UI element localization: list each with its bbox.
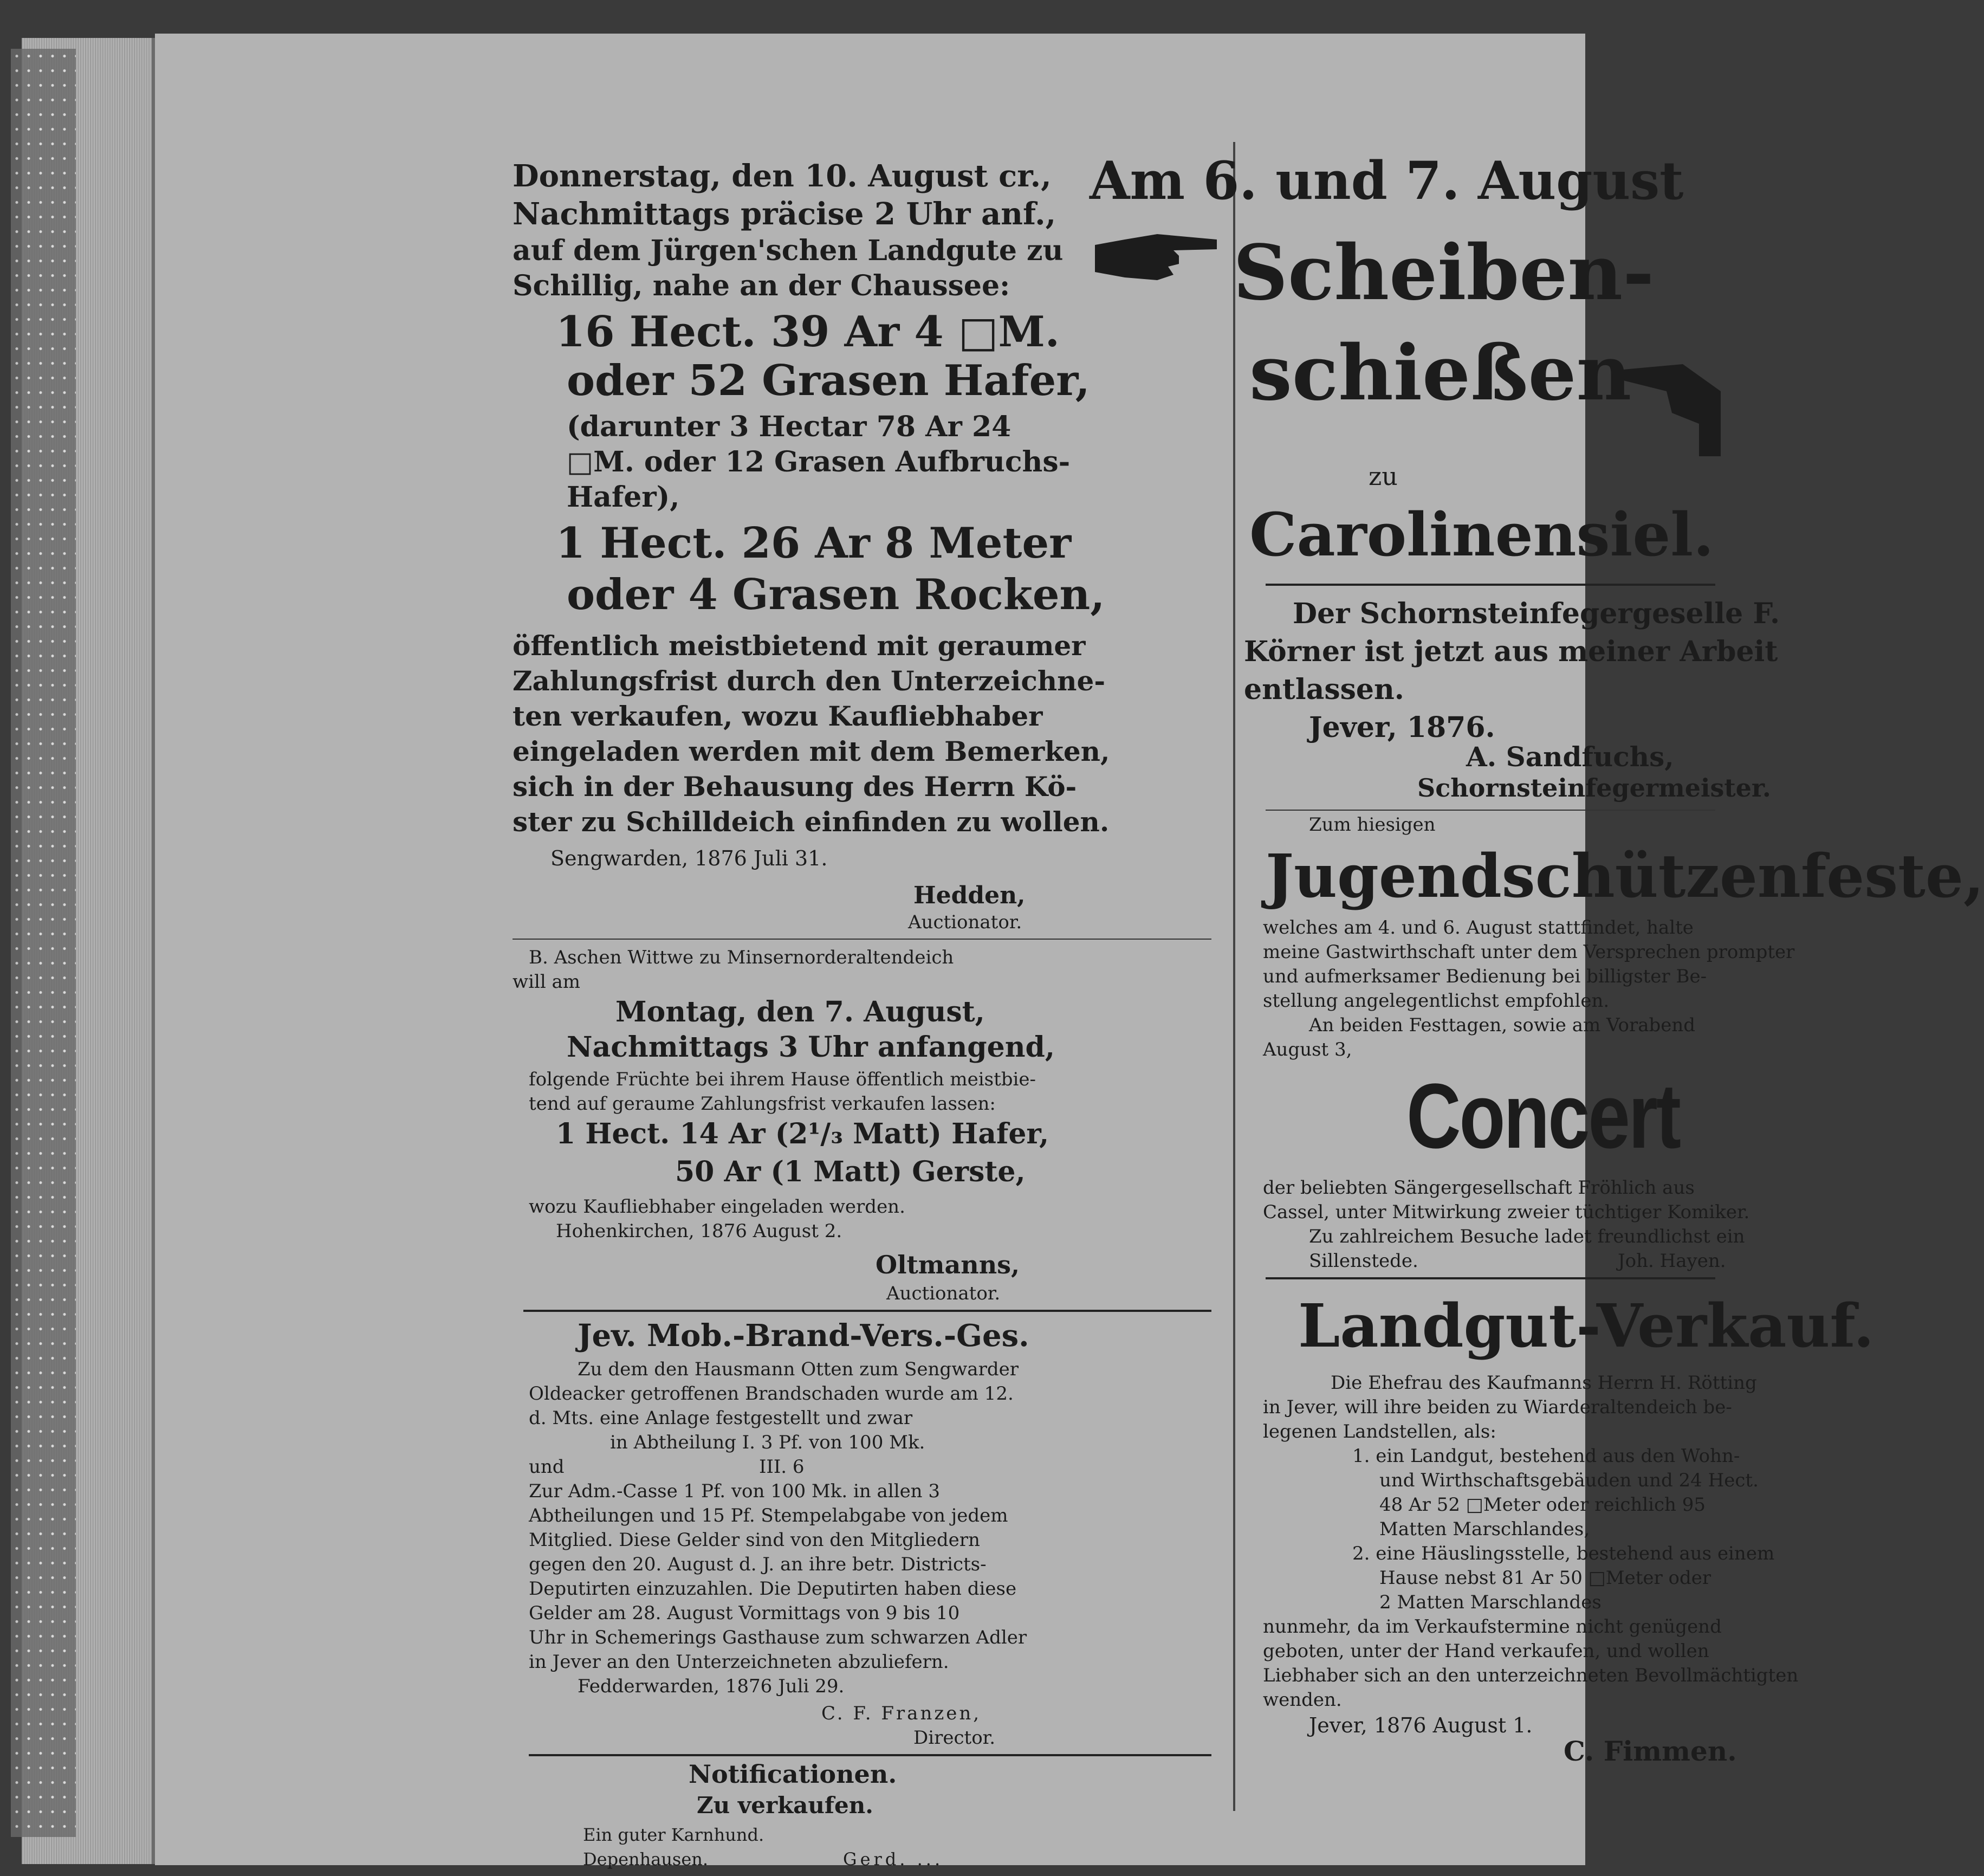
ad1-date: Sengwarden, 1876 Juli 31. xyxy=(550,846,828,870)
r-ad4-date: Jever, 1876 August 1. xyxy=(1309,1713,1533,1737)
ad3-line8: Mitglied. Diese Gelder sind von den Mitgliedern xyxy=(529,1529,980,1551)
r-ad3-line4: stellung angelegentlichst empfohlen. xyxy=(1263,990,1610,1012)
r-ad4-line14: wenden. xyxy=(1263,1689,1342,1711)
ad3-line10: Deputirten einzuzahlen. Die Deputirten haben diese xyxy=(529,1578,1017,1600)
r-ad3-line8: Cassel, unter Mitwirkung zweier tüchtiger Komiker. xyxy=(1263,1201,1750,1223)
ad2-name: Oltmanns, xyxy=(876,1250,1020,1279)
r-ad4-line12: geboten, unter der Hand verkaufen, und wollen xyxy=(1263,1640,1709,1662)
r-ad4-line1: Die Ehefrau des Kaufmanns Herrn H. Rötting xyxy=(1331,1372,1757,1394)
ad2-role: Auctionator. xyxy=(886,1283,1001,1304)
r-ad2-role: Schornsteinfegermeister. xyxy=(1417,773,1771,803)
r-ad3-line9: Zu zahlreichem Besuche ladet freundlichst ein xyxy=(1309,1226,1745,1247)
ad2-line8: 50 Ar (1 Matt) Gerste, xyxy=(675,1155,1026,1188)
r-ad3-line5: An beiden Festtagen, sowie am Vorabend xyxy=(1309,1014,1696,1036)
ad3-line13: in Jever an den Unterzeichneten abzuliefern. xyxy=(529,1651,949,1673)
ad3-line2: Oldeacker getroffenen Brandschaden wurde am 12. xyxy=(529,1383,1014,1405)
ad3-line4: in Abtheilung I. 3 Pf. von 100 Mk. xyxy=(610,1432,925,1453)
ad1-line3: auf dem Jürgen'schen Landgute zu xyxy=(513,234,1064,267)
ad3-line12: Uhr in Schemerings Gasthause zum schwarzen Adler xyxy=(529,1627,1027,1648)
ad3-date: Fedderwarden, 1876 Juli 29. xyxy=(578,1676,845,1697)
column-divider xyxy=(1233,142,1235,1811)
r-ad4-line11: nunmehr, da im Verkaufstermine nicht genügend xyxy=(1263,1616,1722,1638)
ad1-line10: ster zu Schilldeich einfinden zu wollen. xyxy=(513,806,1110,838)
r-ad4-line3: legenen Landstellen, als: xyxy=(1263,1421,1496,1442)
ad2-line3: Montag, den 7. August, xyxy=(615,995,985,1028)
r-ad4-line9: Hause nebst 81 Ar 50 □Meter oder xyxy=(1379,1567,1711,1589)
ad2-line4: Nachmittags 3 Uhr anfangend, xyxy=(567,1031,1055,1064)
ad2-line7: 1 Hect. 14 Ar (2¹/₃ Matt) Hafer, xyxy=(556,1117,1049,1150)
ad3-line9: gegen den 20. August d. J. an ihre betr. Districts- xyxy=(529,1554,987,1575)
ad4-title: Notificationen. xyxy=(689,1759,897,1789)
divider xyxy=(1266,810,1715,811)
ad2-line6: tend auf geraume Zahlungsfrist verkaufen lassen: xyxy=(529,1093,996,1115)
ad1-line6: Zahlungsfrist durch den Unterzeichne- xyxy=(513,665,1106,697)
divider xyxy=(513,939,1211,940)
r-ad4-line10: 2 Matten Marschlandes xyxy=(1379,1592,1602,1613)
r-ad3-line2: meine Gastwirthschaft unter dem Versprechen prompter xyxy=(1263,941,1795,963)
ad3-line6: Zur Adm.-Casse 1 Pf. von 100 Mk. in allen 3 xyxy=(529,1480,941,1502)
ad1-line9: sich in der Behausung des Herrn Kö- xyxy=(513,771,1077,803)
r-ad1-line5: Carolinensiel. xyxy=(1249,500,1714,570)
newspaper-page xyxy=(155,34,1984,1869)
r-ad3-line1: welches am 4. und 6. August stattfindet, halte xyxy=(1263,917,1694,939)
ad4-line2b: Gerd. ... xyxy=(843,1849,944,1869)
r-ad2-line1: Der Schornsteinfegergeselle F. xyxy=(1293,597,1780,630)
r-ad3-line10b: Joh. Hayen. xyxy=(1618,1250,1726,1272)
r-ad1-line3: schießen xyxy=(1249,329,1632,418)
ad3-line5a: und xyxy=(529,1456,565,1478)
r-ad4-name: C. Fimmen. xyxy=(1564,1735,1737,1767)
book-cover-edge xyxy=(11,49,76,1837)
ad3-title: Jev. Mob.-Brand-Vers.-Ges. xyxy=(578,1318,1029,1354)
r-ad2-date: Jever, 1876. xyxy=(1309,711,1495,744)
r-ad1-line4: zu xyxy=(1369,462,1398,491)
r-ad4-line5: und Wirthschaftsgebäuden und 24 Hect. xyxy=(1379,1470,1759,1491)
ad1-line1: Donnerstag, den 10. August cr., xyxy=(513,158,1052,194)
ad1-item1b: oder 52 Grasen Hafer, xyxy=(567,356,1090,405)
r-ad3-line0: Zum hiesigen xyxy=(1309,814,1436,836)
r-ad4-line4: 1. ein Landgut, bestehend aus den Wohn- xyxy=(1352,1445,1740,1467)
ad2-date: Hohenkirchen, 1876 August 2. xyxy=(556,1220,842,1242)
r-ad4-line7: Matten Marschlandes, xyxy=(1379,1518,1590,1540)
divider xyxy=(529,1754,1211,1756)
ad2-line9: wozu Kaufliebhaber eingeladen werden. xyxy=(529,1196,905,1218)
ad3-line11: Gelder am 28. August Vormittags von 9 bis 10 xyxy=(529,1602,960,1624)
r-ad3-concert: Concert xyxy=(1406,1065,1680,1168)
ad1-line8: eingeladen werden mit dem Bemerken, xyxy=(513,735,1110,767)
r-ad3-line6: August 3, xyxy=(1263,1039,1352,1060)
ad1-line2: Nachmittags präcise 2 Uhr anf., xyxy=(513,196,1056,232)
ad1-item1d: □M. oder 12 Grasen Aufbruchs- xyxy=(567,445,1071,478)
divider xyxy=(523,1310,1211,1312)
ad1-item1e: Hafer), xyxy=(567,481,680,514)
r-ad2-line3: entlassen. xyxy=(1244,673,1404,706)
r-ad4-line8: 2. eine Häuslingsstelle, bestehend aus einem xyxy=(1352,1543,1775,1564)
ad4-line1: Ein guter Karnhund. xyxy=(583,1825,764,1845)
divider xyxy=(1266,584,1715,586)
ad3-line1: Zu dem den Hausmann Otten zum Sengwarder xyxy=(578,1359,1019,1380)
r-ad4-title: Landgut-Verkauf. xyxy=(1298,1291,1875,1361)
r-ad2-name: A. Sandfuchs, xyxy=(1466,741,1674,773)
ad2-line2: will am xyxy=(513,971,581,993)
ad4-line2a: Depenhausen. xyxy=(583,1849,709,1869)
ad1-role: Auctionator. xyxy=(908,911,1022,933)
ad2-line1: B. Aschen Wittwe zu Minsernorderaltendeich xyxy=(529,947,954,968)
ad3-line7: Abtheilungen und 15 Pf. Stempelabgabe von jedem xyxy=(529,1505,1008,1526)
ad3-role: Director. xyxy=(913,1727,996,1749)
ad3-name: C. F. Franzen, xyxy=(821,1703,982,1724)
divider xyxy=(1266,1277,1715,1279)
r-ad3-line10a: Sillenstede. xyxy=(1309,1250,1418,1272)
ad1-line5: öffentlich meistbietend mit geraumer xyxy=(513,630,1086,662)
r-ad4-line2: in Jever, will ihre beiden zu Wiarderaltendeich be- xyxy=(1263,1396,1732,1418)
ad2-line5: folgende Früchte bei ihrem Hause öffentlich meistbie- xyxy=(529,1069,1036,1090)
ad1-item2b: oder 4 Grasen Rocken, xyxy=(567,570,1105,619)
ad1-name: Hedden, xyxy=(913,882,1026,909)
r-ad4-line13: Liebhaber sich an den unterzeichneten Bevollmächtigten xyxy=(1263,1665,1799,1686)
ad3-line5b: III. 6 xyxy=(759,1456,805,1478)
ad1-line7: ten verkaufen, wozu Kaufliebhaber xyxy=(513,700,1043,732)
ad3-line3: d. Mts. eine Anlage festgestellt und zwar xyxy=(529,1407,913,1429)
r-ad3-title: Jugendschützenfeste, xyxy=(1266,841,1984,911)
r-ad3-line3: und aufmerksamer Bedienung bei billigster Be- xyxy=(1263,966,1707,987)
ad1-item1a: 16 Hect. 39 Ar 4 □M. xyxy=(556,307,1060,357)
ad4-subtitle: Zu verkaufen. xyxy=(697,1792,873,1819)
r-ad3-line7: der beliebten Sängergesellschaft Fröhlich aus xyxy=(1263,1177,1695,1199)
ad1-item1c: (darunter 3 Hectar 78 Ar 24 xyxy=(567,410,1012,443)
pointing-hand-icon xyxy=(1092,223,1222,288)
r-ad4-line6: 48 Ar 52 □Meter oder reichlich 95 xyxy=(1379,1494,1706,1516)
pointing-hand-icon xyxy=(1618,359,1726,467)
r-ad1-line1: Am 6. und 7. August xyxy=(1090,150,1684,211)
ad1-line4: Schillig, nahe an der Chaussee: xyxy=(513,269,1010,302)
r-ad1-line2: Scheiben- xyxy=(1233,229,1655,318)
ad1-item2a: 1 Hect. 26 Ar 8 Meter xyxy=(556,519,1072,568)
r-ad2-line2: Körner ist jetzt aus meiner Arbeit xyxy=(1244,635,1778,668)
